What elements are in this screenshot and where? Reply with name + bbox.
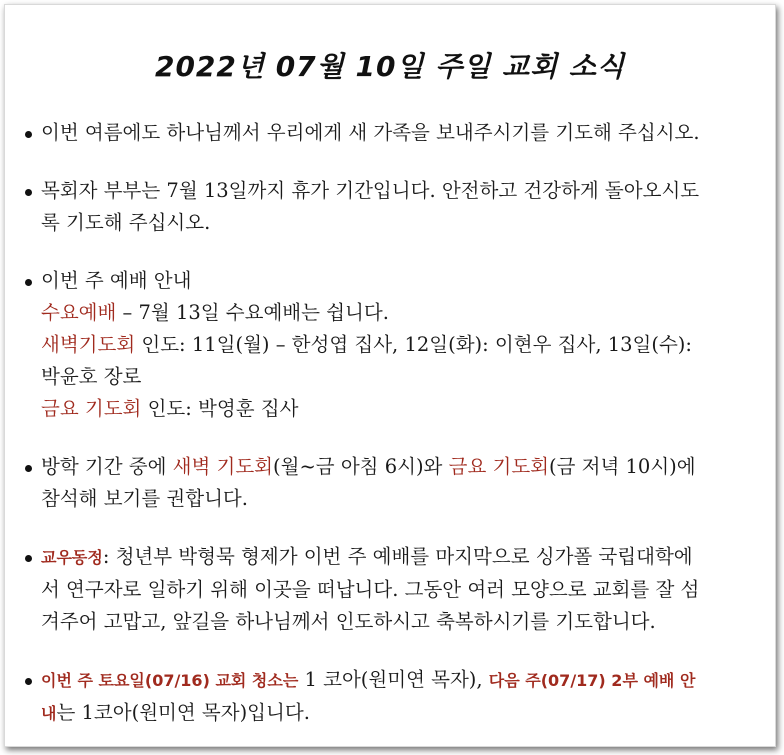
- dawn-prayer-label: 새벽기도회: [41, 333, 136, 356]
- page-title: 2022년 07월 10일 주일 교회 소식: [154, 50, 626, 83]
- list-item: [23, 175, 761, 239]
- list-item: [23, 265, 761, 425]
- list-item: [23, 117, 761, 149]
- next-service-label: 다음 주(07/17) 2부 예배 안: [488, 671, 696, 690]
- member-news-label: 교우동정: [41, 548, 103, 567]
- friday-prayer-line: [41, 393, 761, 425]
- dawn-prayer-highlight: 새벽 기도회: [172, 455, 274, 478]
- friday-prayer-highlight: 금요 기도회: [448, 455, 549, 478]
- wednesday-service-text: – 7월 13일 수요예배는 쉽니다.: [116, 301, 389, 324]
- notice-list: [23, 117, 761, 730]
- dawn-prayer-text: 인도: 11일(월) – 한성엽 집사, 12일(화): 이현우 집사, 13일(수):: [135, 333, 692, 356]
- notice-card: [4, 4, 776, 747]
- next-service-label-end: 내: [41, 704, 57, 723]
- list-item: [23, 451, 761, 515]
- item-heading: 이번 주 예배 안내: [41, 269, 192, 292]
- list-item: [23, 541, 761, 638]
- text-fragment: (금 저녁 10시)에: [549, 455, 696, 478]
- cleaning-label: 이번 주 토요일(07/16) 교회 청소는: [41, 671, 299, 690]
- text-fragment: 1 코아(원미연 목자),: [298, 668, 489, 691]
- item-text-line: [41, 451, 761, 483]
- dawn-prayer-line-2: 박윤호 장로: [41, 365, 142, 388]
- wednesday-service-line: [41, 297, 761, 329]
- item-text-line: [41, 541, 761, 574]
- item-text-line: 서 연구자로 일하기 위해 이곳을 떠납니다. 그동안 여러 모양으로 교회를 잘 섬: [41, 578, 700, 601]
- item-text-line: 록 기도해 주십시오.: [41, 211, 211, 234]
- text-fragment: 방학 기간 중에: [41, 455, 173, 478]
- dawn-prayer-line: [41, 329, 761, 361]
- item-text-line: [41, 697, 761, 730]
- item-text: 이번 여름에도 하나님께서 우리에게 새 가족을 보내주시기를 기도해 주십시오.: [41, 121, 700, 144]
- item-text-line: [41, 664, 761, 697]
- item-text-line: 참석해 보기를 권합니다.: [41, 487, 248, 510]
- text-fragment: 는 1코아(원미연 목자)입니다.: [56, 701, 310, 724]
- text-fragment: : 청년부 박형묵 형제가 이번 주 예배를 마지막으로 싱가폴 국립대학에: [102, 545, 693, 568]
- item-text-line: 목회자 부부는 7월 13일까지 휴가 기간입니다. 안전하고 건강하게 돌아오시도: [41, 179, 700, 202]
- item-text-line: 겨주어 고맙고, 앞길을 하나님께서 인도하시고 축복하시기를 기도합니다.: [41, 610, 656, 633]
- friday-prayer-label: 금요 기도회: [41, 397, 142, 420]
- friday-prayer-text: 인도: 박영훈 집사: [141, 397, 299, 420]
- wednesday-service-label: 수요예배: [41, 301, 117, 324]
- text-fragment: (월~금 아침 6시)와: [273, 455, 449, 478]
- list-item: [23, 664, 761, 730]
